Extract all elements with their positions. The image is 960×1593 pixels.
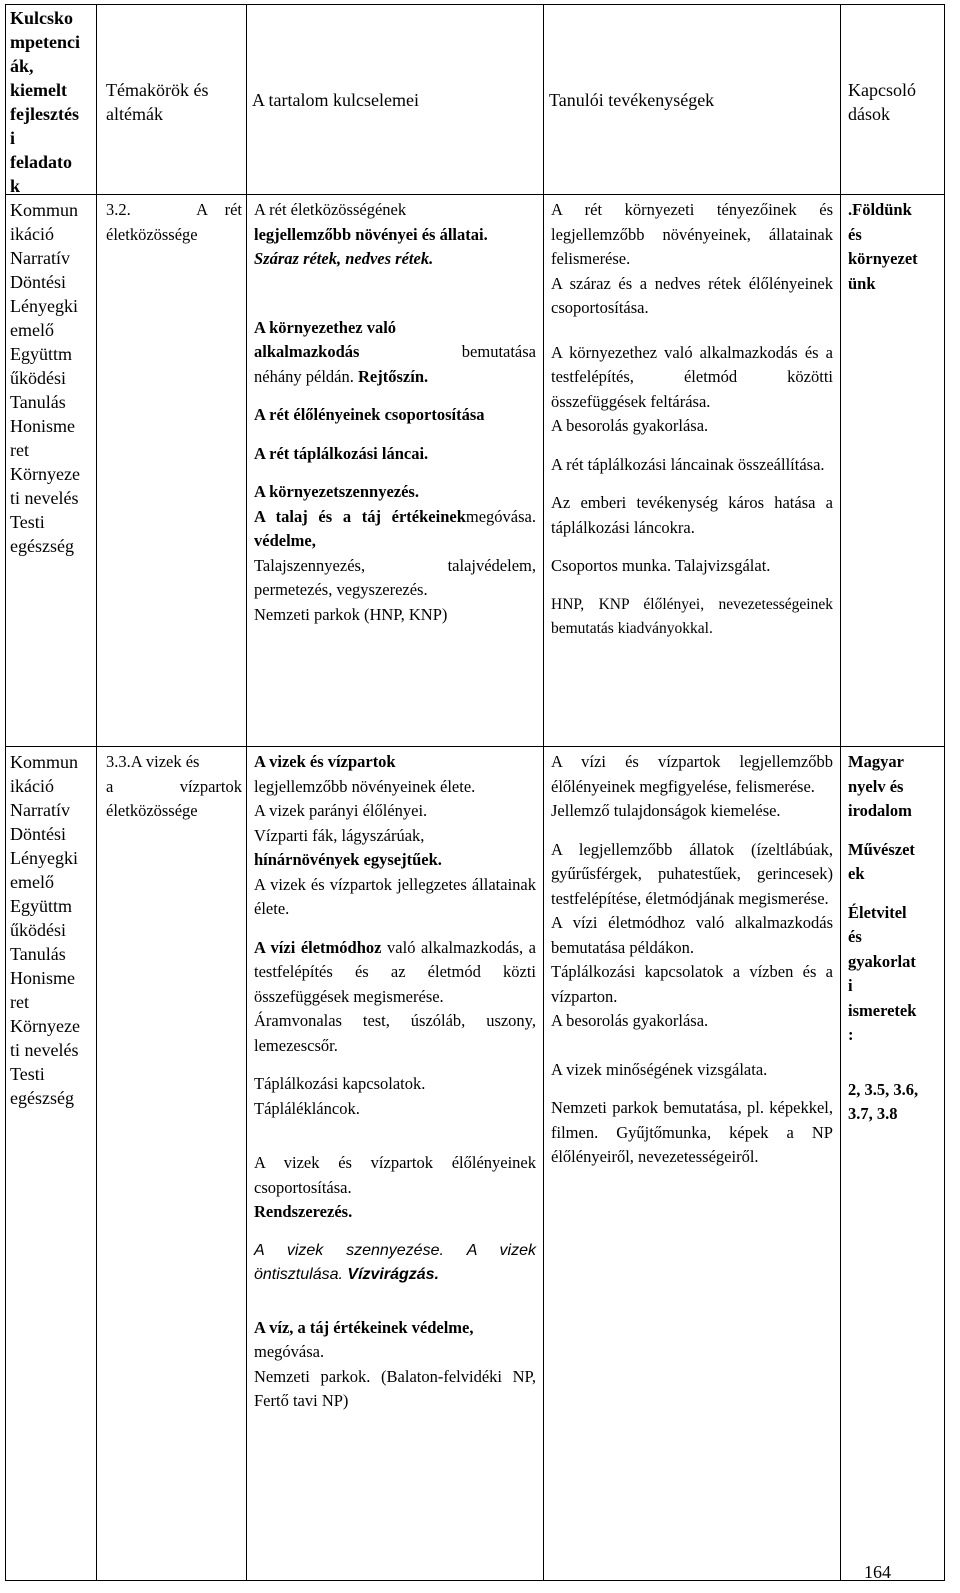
activities-row1 bbox=[551, 198, 833, 642]
link-line: irodalom bbox=[848, 801, 912, 820]
activity: Csoportos munka. Talajvizsgálat. bbox=[551, 556, 771, 575]
content-line: A vizek és vízpartok jellegzetes állatainak élete. bbox=[254, 874, 536, 918]
competency: Narratív bbox=[10, 248, 70, 268]
topic-3-2 bbox=[106, 198, 242, 247]
content-line: Rejtőszín. bbox=[358, 366, 429, 386]
table-divider-3 bbox=[543, 4, 544, 1581]
competency: Testi bbox=[10, 1064, 45, 1084]
content-line: Talajszennyezés, talajvédelem, permetezés, vegyszerezés. bbox=[254, 555, 536, 599]
header-activities: Tanulói tevékenységek bbox=[549, 90, 715, 110]
header-competencies-line: feladato bbox=[10, 152, 72, 172]
competency: ikáció bbox=[10, 224, 54, 244]
activity: A környezethez való alkalmazkodás és a testfelépítés, életmód közötti összefüggések feltárása. bbox=[551, 342, 833, 411]
content-line: megóvása. bbox=[465, 506, 536, 526]
header-links bbox=[848, 78, 942, 126]
competency: Tanulás bbox=[10, 944, 66, 964]
content-line: Nemzeti parkok (HNP, KNP) bbox=[254, 604, 448, 624]
header-competencies-line: fejlesztés bbox=[10, 104, 79, 124]
content-line: hínárnövények egysejtűek. bbox=[254, 850, 442, 869]
link-line: : bbox=[848, 1025, 854, 1044]
competency: egészség bbox=[10, 1088, 74, 1108]
activity: Táplálkozási kapcsolatok a vízben és a vízparton. bbox=[551, 962, 833, 1006]
content-line: Áramvonalas test, úszóláb, uszony, lemezescsőr. bbox=[254, 1011, 536, 1055]
activity: A besorolás gyakorlása. bbox=[551, 416, 709, 435]
content-line: A vizek és vízpartok bbox=[254, 752, 396, 771]
link-line: nyelv és bbox=[848, 776, 904, 796]
competency: ti nevelés bbox=[10, 488, 79, 508]
header-competencies-line: mpetenci bbox=[10, 32, 80, 52]
link-line: ismeretek bbox=[848, 1000, 917, 1020]
content-line: Száraz rétek, nedves rétek. bbox=[254, 249, 434, 268]
activity: Az emberi tevékenység káros hatása a táplálkozási láncokra. bbox=[551, 493, 833, 537]
header-competencies-line: ák, bbox=[10, 56, 34, 76]
competency: Környeze bbox=[10, 464, 80, 484]
activity: HNP, KNP élőlényei, nevezetességeinek bemutatás kiadványokkal. bbox=[551, 595, 833, 637]
content-line: A vizek parányi élőlényei. bbox=[254, 801, 428, 820]
activity: Nemzeti parkok bemutatása, pl. képekkel, filmen. Gyűjtőmunka, képek a NP élőlényeiről, nevezetességeiről. bbox=[551, 1098, 833, 1166]
link-line: és bbox=[848, 927, 862, 946]
content-line: Táplálékláncok. bbox=[254, 1098, 360, 1118]
header-competencies-line: Kulcsko bbox=[10, 8, 74, 28]
content-line: A víz, a táj értékeinek védelme, bbox=[254, 1317, 474, 1337]
header-competencies-line: i bbox=[10, 128, 16, 148]
content-line: A vizek szennyezése. bbox=[254, 1241, 444, 1259]
link-line: Magyar bbox=[848, 752, 904, 771]
competencies-list-1 bbox=[10, 198, 96, 558]
activity: A vizek minőségének vizsgálata. bbox=[551, 1059, 768, 1079]
competency: Kommun bbox=[10, 200, 79, 220]
table-border-right bbox=[944, 4, 945, 1581]
competency: ret bbox=[10, 992, 29, 1012]
activity: Jellemző tulajdonságok kiemelése. bbox=[551, 801, 781, 820]
topic-word: életközössége bbox=[106, 224, 198, 244]
competency: Narratív bbox=[10, 800, 70, 820]
content-line: A környezethez való bbox=[254, 317, 397, 337]
table-divider-4 bbox=[840, 4, 841, 1581]
competency: emelő bbox=[10, 320, 54, 340]
content-line: megóvása. bbox=[254, 1342, 325, 1361]
content-line: A vízi életmódhoz bbox=[254, 937, 382, 957]
topic-word: 3.3.A vizek és bbox=[106, 752, 200, 771]
table-border-bottom bbox=[5, 1580, 945, 1581]
header-links-line: Kapcsoló bbox=[848, 80, 916, 100]
content-line: A rét életközösségének bbox=[254, 200, 407, 219]
header-topics-line: Témakörök és bbox=[106, 80, 209, 100]
content-line: A vizek és vízpartok élőlényeinek csoportosítása. bbox=[254, 1153, 536, 1197]
content-line: Táplálkozási kapcsolatok. bbox=[254, 1074, 426, 1093]
row-separator bbox=[5, 746, 945, 747]
content-line: Nemzeti parkok. (Balaton-felvidéki NP, Fertő tavi NP) bbox=[254, 1366, 536, 1410]
competency: Lényegki bbox=[10, 848, 78, 868]
topic-3-3: 3.3.A vizek és a vízpartok életközössége bbox=[106, 750, 242, 824]
competency: ret bbox=[10, 440, 29, 460]
competency: Honisme bbox=[10, 416, 75, 436]
link-line: ek bbox=[848, 864, 865, 883]
competency: Együttm bbox=[10, 896, 72, 916]
competency: Tanulás bbox=[10, 392, 66, 412]
competency: ikáció bbox=[10, 776, 54, 796]
content-line: A rét élőlényeinek csoportosítása bbox=[254, 405, 485, 424]
content-row2 bbox=[254, 750, 536, 1414]
header-content: A tartalom kulcselemei bbox=[252, 90, 419, 110]
table-divider-2 bbox=[246, 4, 247, 1581]
header-competencies-line: kiemelt bbox=[10, 80, 67, 100]
link-line: Művészet bbox=[848, 839, 915, 859]
link-line: 3.7, 3.8 bbox=[848, 1104, 898, 1123]
content-line: Rendszerezés. bbox=[254, 1202, 353, 1221]
header-links-line: dások bbox=[848, 104, 890, 124]
header-competencies bbox=[10, 6, 94, 198]
header-topics bbox=[106, 78, 242, 126]
header-topics-line: altémák bbox=[106, 104, 163, 124]
header-separator bbox=[5, 194, 945, 195]
topic-word: életközössége bbox=[106, 801, 198, 820]
competency: emelő bbox=[10, 872, 54, 892]
links-row2 bbox=[848, 750, 942, 1127]
link-line: gyakorlat bbox=[848, 951, 916, 971]
content-line: Vízvirágzás. bbox=[347, 1266, 439, 1283]
activity: A legjellemzőbb állatok (ízeltlábúak, gyűrűsférgek, puhatestűek, gerincesek) testfelépítése, életmódjának megismerése. bbox=[551, 839, 833, 908]
page-number: 164 bbox=[864, 1562, 891, 1582]
content-line: való alkalmazkodás, a testfelépítés és az életmód közti összefüggések megismerése. bbox=[254, 937, 537, 1006]
competency: Honisme bbox=[10, 968, 75, 988]
competencies-list-2 bbox=[10, 750, 96, 1110]
link-line: .Földünk bbox=[848, 200, 912, 219]
topic-number: 3.2. bbox=[106, 200, 131, 219]
content-row1 bbox=[254, 198, 536, 627]
competency: Döntési bbox=[10, 824, 66, 844]
competency: Kommun bbox=[10, 752, 79, 772]
competency: ti nevelés bbox=[10, 1040, 79, 1060]
competency: Döntési bbox=[10, 272, 66, 292]
activity: A rét környezeti tényezőinek és legjellemzőbb növényeinek, állatainak felismerése. bbox=[551, 200, 833, 268]
table-divider-1 bbox=[96, 4, 97, 1581]
topic-word: rét bbox=[224, 200, 242, 219]
topic-word: A bbox=[196, 200, 209, 219]
content-line: bemutatása bbox=[461, 342, 536, 361]
content-line: A talaj és a táj értékeinek védelme, bbox=[254, 506, 466, 550]
competency: Környeze bbox=[10, 1016, 80, 1036]
activity: A száraz és a nedves rétek élőlényeinek csoportosítása. bbox=[551, 273, 833, 317]
activities-row2 bbox=[551, 750, 833, 1170]
link-line: 2, 3.5, 3.6, bbox=[848, 1079, 919, 1099]
link-line: és bbox=[848, 224, 862, 244]
content-line: néhány példán. bbox=[254, 366, 354, 386]
content-line: legjellemzőbb növényeinek élete. bbox=[254, 776, 476, 796]
header-competencies-line: k bbox=[10, 176, 21, 196]
competency: Lényegki bbox=[10, 296, 78, 316]
competency: űködési bbox=[10, 368, 66, 388]
links-row1 bbox=[848, 198, 942, 296]
activity: A rét táplálkozási láncainak összeállítása. bbox=[551, 454, 825, 474]
activity: A besorolás gyakorlása. bbox=[551, 1011, 709, 1030]
content-line: A vizek öntisztulása. bbox=[254, 1241, 536, 1283]
competency: űködési bbox=[10, 920, 66, 940]
competency: Testi bbox=[10, 512, 45, 532]
link-line: ünk bbox=[848, 273, 876, 293]
link-line: környezet bbox=[848, 249, 918, 268]
content-line: A rét táplálkozási láncai. bbox=[254, 443, 429, 463]
table-border-left bbox=[5, 4, 6, 1581]
table-border-top bbox=[5, 4, 945, 5]
activity: A vízi és vízpartok legjellemzőbb élőlényeinek megfigyelése, felismerése. bbox=[551, 752, 833, 796]
content-line: Vízparti fák, lágyszárúak, bbox=[254, 825, 425, 845]
competency: egészség bbox=[10, 536, 74, 556]
link-line: Életvitel bbox=[848, 902, 907, 922]
activity: A vízi életmódhoz való alkalmazkodás bemutatása példákon. bbox=[551, 913, 833, 957]
link-line: i bbox=[848, 976, 853, 995]
content-line: A környezetszennyezés. bbox=[254, 482, 419, 501]
content-line: legjellemzőbb növényei és állatai. bbox=[254, 224, 488, 244]
competency: Együttm bbox=[10, 344, 72, 364]
content-line: alkalmazkodás bbox=[254, 342, 360, 361]
topic-word: vízpartok bbox=[179, 776, 242, 796]
